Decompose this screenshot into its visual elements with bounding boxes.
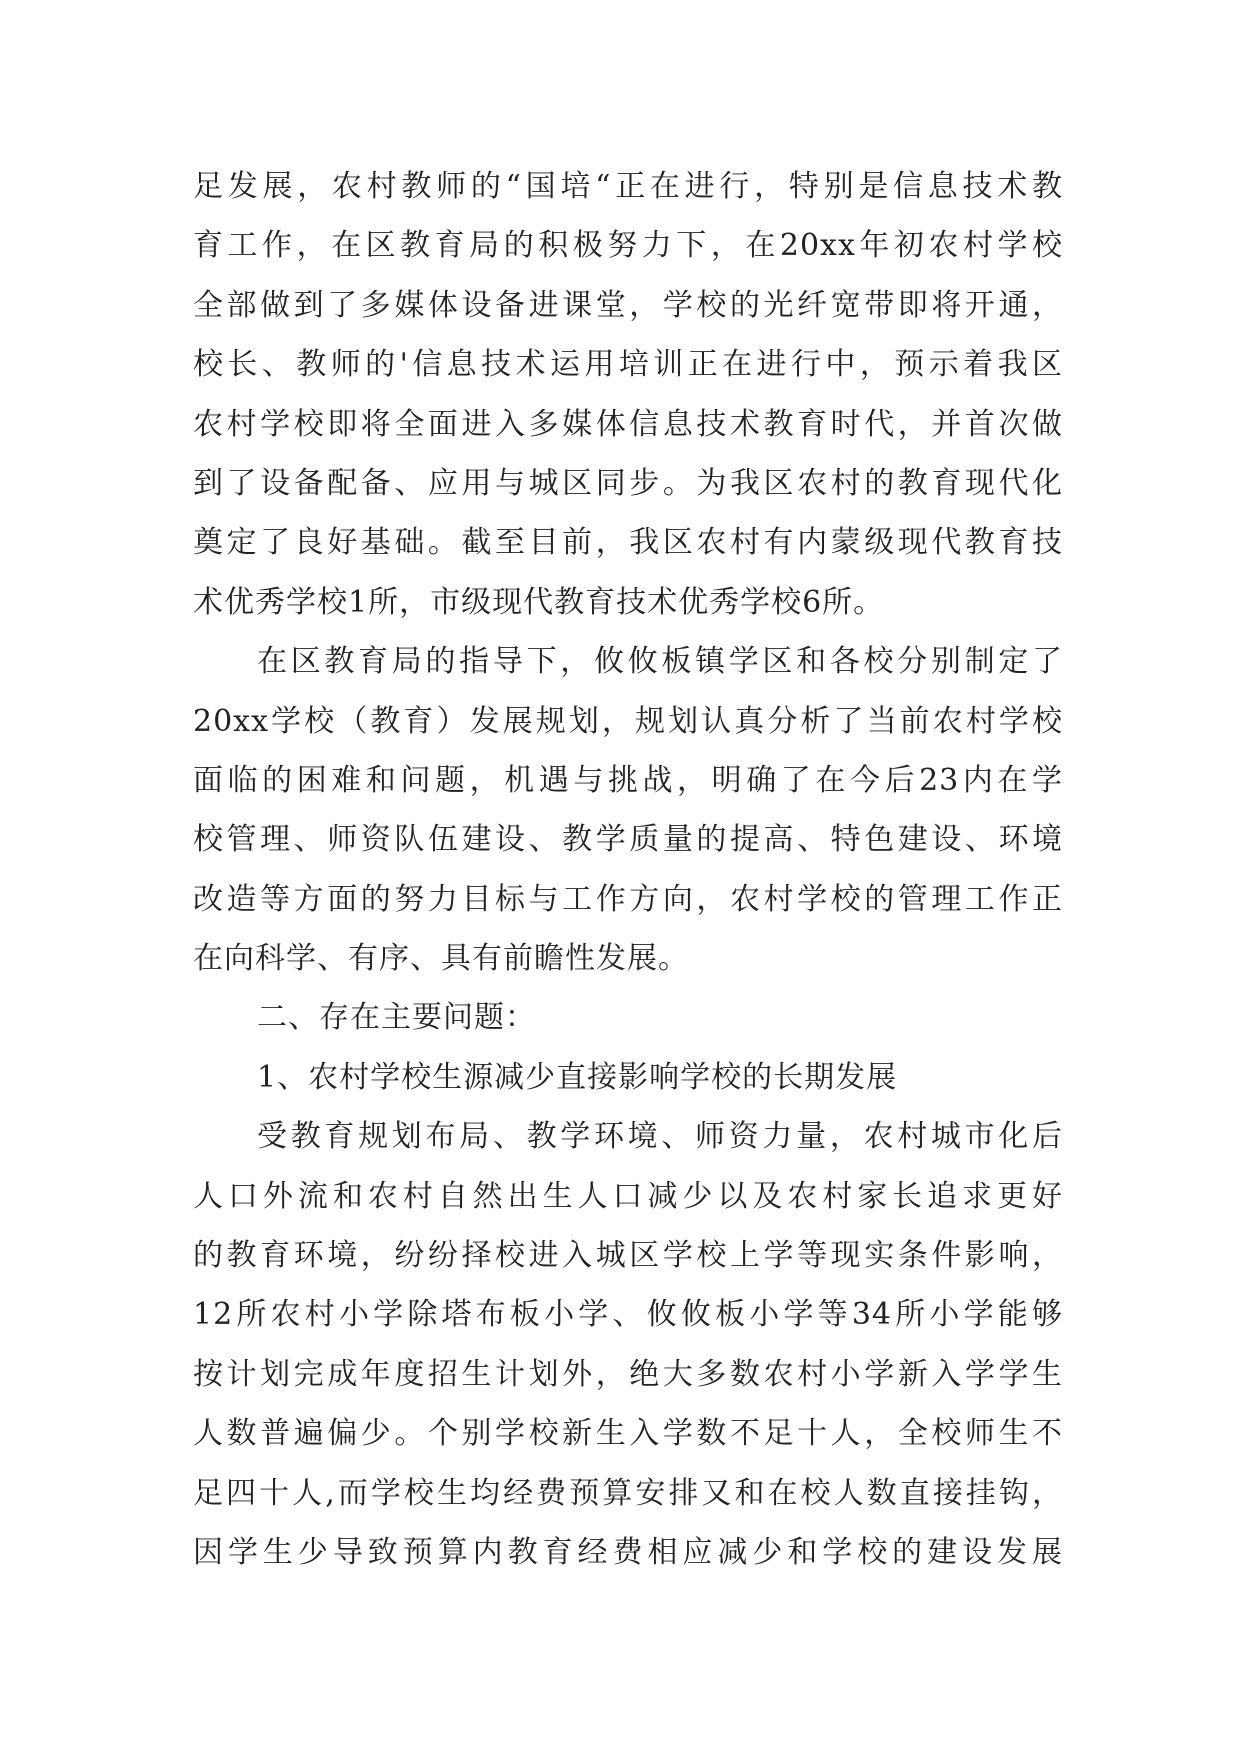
text-line: 足四十人,而学校生均经费预算安排又和在校人数直接挂钩， [193, 1475, 1063, 1511]
text-line: 人口外流和农村自然出生人口减少以及农村家长追求更好 [193, 1178, 1063, 1214]
text-line: 到了设备配备、应用与城区同步。为我区农村的教育现代化 [193, 465, 1063, 501]
text-line: 在向科学、有序、具有前瞻性发展。 [193, 941, 689, 977]
text-line: 人数普遍偏少。个别学校新生入学数不足十人，全校师生不 [193, 1416, 1063, 1452]
text-line: 12所农村小学除塔布板小学、攸攸板小学等34所小学能够 [193, 1297, 1063, 1333]
text-line: 农村学校即将全面进入多媒体信息技术教育时代，并首次做 [193, 406, 1063, 442]
text-line: 奠定了良好基础。截至目前，我区农村有内蒙级现代教育技 [193, 525, 1063, 561]
text-line: 在区教育局的指导下，攸攸板镇学区和各校分别制定了 [257, 644, 1063, 680]
text-line: 术优秀学校1所，市级现代教育技术优秀学校6所。 [193, 584, 885, 620]
document-body [193, 157, 1063, 1582]
text-line: 面临的困难和问题，机遇与挑战，明确了在今后23内在学 [193, 762, 1063, 798]
text-line: 校长、教师的'信息技术运用培训正在进行中，预示着我区 [193, 347, 1063, 383]
text-line: 按计划完成年度招生计划外，绝大多数农村小学新入学学生 [193, 1356, 1063, 1392]
subsection-heading: 1、农村学校生源减少直接影响学校的长期发展 [257, 1059, 898, 1095]
section-heading: 二、存在主要问题： [257, 1000, 536, 1036]
text-line: 全部做到了多媒体设备进课堂，学校的光纤宽带即将开通， [193, 287, 1063, 323]
text-line: 改造等方面的努力目标与工作方向，农村学校的管理工作正 [193, 881, 1063, 917]
text-line: 育工作，在区教育局的积极努力下，在20xx年初农村学校 [193, 228, 1063, 264]
text-line: 20xx学校（教育）发展规划，规划认真分析了当前农村学校 [193, 703, 1063, 739]
text-line: 校管理、师资队伍建设、教学质量的提高、特色建设、环境 [193, 822, 1063, 858]
text-line: 因学生少导致预算内教育经费相应减少和学校的建设发展 [193, 1534, 1063, 1570]
text-line: 足发展，农村教师的“国培“正在进行，特别是信息技术教 [193, 169, 1063, 204]
text-line: 受教育规划布局、教学环境、师资力量，农村城市化后 [257, 1119, 1063, 1155]
text-line: 的教育环境，纷纷择校进入城区学校上学等现实条件影响， [193, 1238, 1063, 1274]
